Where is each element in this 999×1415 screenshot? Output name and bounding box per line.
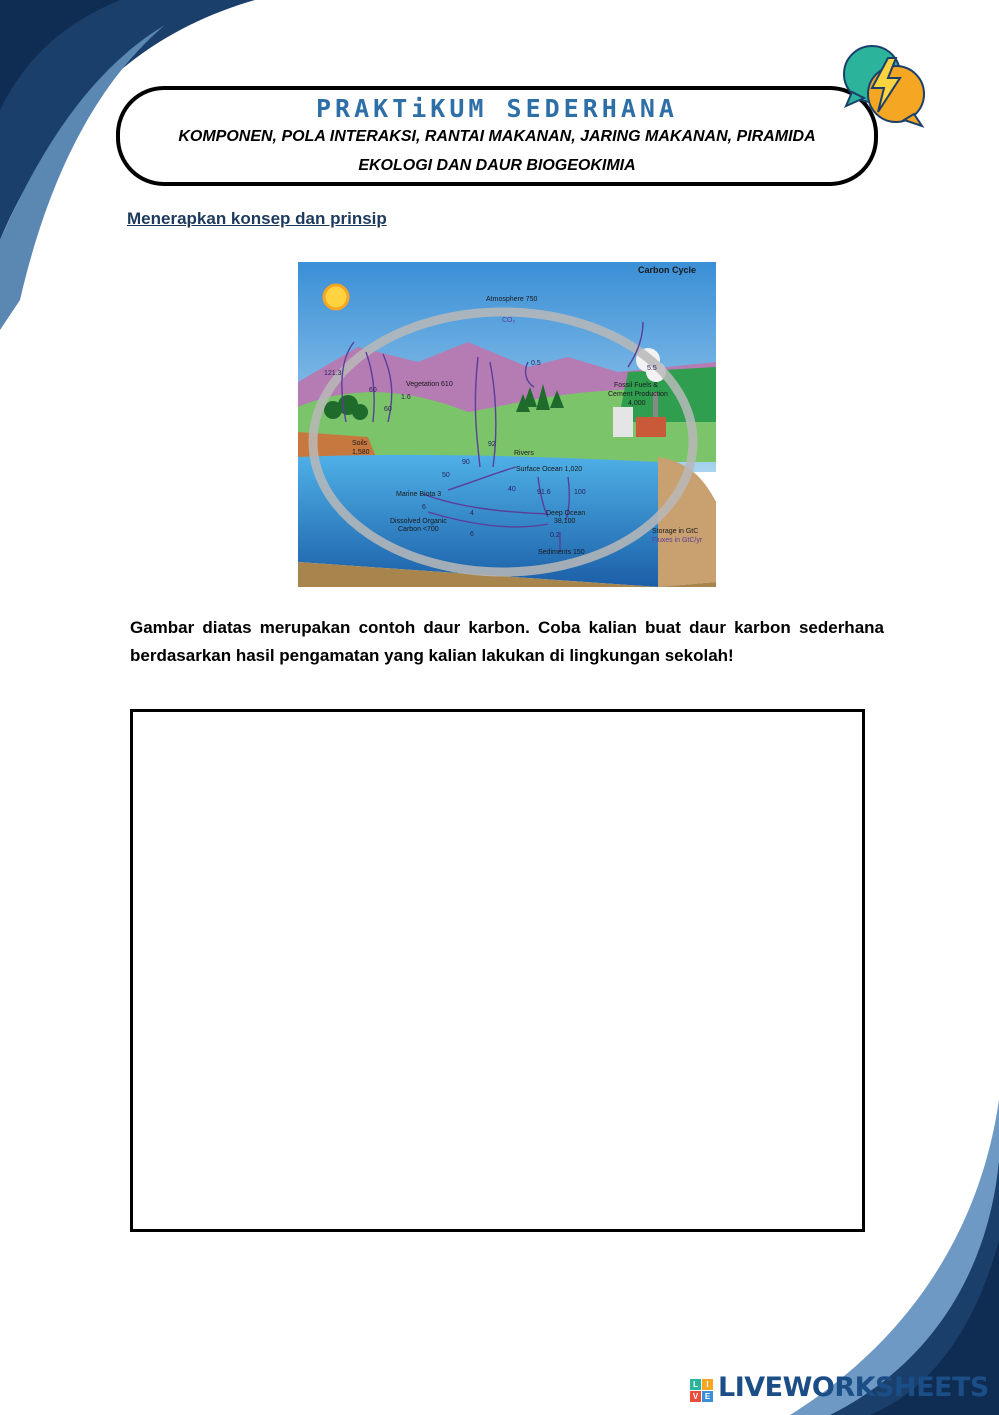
flux-0-2: 0.2: [550, 532, 560, 539]
label-fossil-3: 4,000: [628, 400, 646, 407]
flux-50: 50: [442, 472, 450, 479]
label-fluxes: Fluxes in GtC/yr: [652, 537, 703, 544]
label-deep-ocean-1: Deep Ocean: [546, 510, 586, 517]
footer-brand: LIVEWORKSHEETS: [718, 1372, 989, 1403]
label-atmosphere: Atmosphere 750: [486, 296, 538, 303]
label-soils-2: 1,580: [352, 449, 370, 456]
label-deep-ocean-2: 38,100: [554, 518, 576, 525]
flux-0-5: 0.5: [531, 360, 541, 367]
label-soils-1: Soils: [352, 440, 368, 447]
label-marine-biota: Marine Biota 3: [396, 491, 442, 498]
label-storage: Storage in GtC: [652, 528, 699, 535]
flux-100: 100: [574, 489, 586, 496]
label-fossil-2: Cement Production: [608, 391, 668, 398]
flux-60b: 60: [384, 406, 392, 413]
page-subtitle-line2: EKOLOGI DAN DAUR BIOGEOKIMIA: [358, 157, 636, 174]
chat-bubbles-icon: [838, 40, 930, 132]
answer-drawing-box[interactable]: [130, 709, 865, 1232]
sun-icon: [324, 285, 348, 309]
flux-60a: 60: [369, 387, 377, 394]
liveworksheets-logo-icon: L I V E: [690, 1379, 714, 1403]
label-doc-2: Carbon <700: [398, 526, 439, 533]
label-fossil-1: Fossil Fuels &: [614, 382, 658, 389]
flux-6b: 6: [470, 531, 474, 538]
flux-90: 90: [462, 459, 470, 466]
label-sediments: Sediments 150: [538, 549, 585, 556]
section-label: Menerapkan konsep dan prinsip: [127, 209, 387, 228]
label-surface-ocean: Surface Ocean 1,020: [516, 466, 583, 473]
flux-40: 40: [508, 486, 516, 493]
flux-92: 92: [488, 441, 496, 448]
page-subtitle-line1: KOMPONEN, POLA INTERAKSI, RANTAI MAKANAN, JARING MAKANAN, PIRAMIDA: [178, 128, 816, 145]
flux-5-5: 5.5: [647, 365, 657, 372]
label-co2: CO₂: [502, 317, 516, 324]
flux-121: 121.3: [324, 370, 342, 377]
carbon-cycle-diagram: [298, 262, 716, 587]
flux-1-6: 1.6: [401, 394, 411, 401]
flux-6a: 6: [422, 504, 426, 511]
flux-91-6: 91.6: [537, 489, 551, 496]
instruction-text: Gambar diatas merupakan contoh daur karbon. Coba kalian buat daur karbon sederhana berdasarkan hasil pengamatan yang kalian lakukan di lingkungan sekolah!: [130, 618, 884, 665]
page-title: PRAKTiKUM SEDERHANA: [316, 94, 678, 123]
flux-4: 4: [470, 510, 474, 517]
diagram-title: Carbon Cycle: [638, 265, 697, 275]
label-rivers: Rivers: [514, 450, 534, 457]
label-doc-1: Dissolved Organic: [390, 518, 447, 525]
label-vegetation: Vegetation 610: [406, 381, 453, 388]
